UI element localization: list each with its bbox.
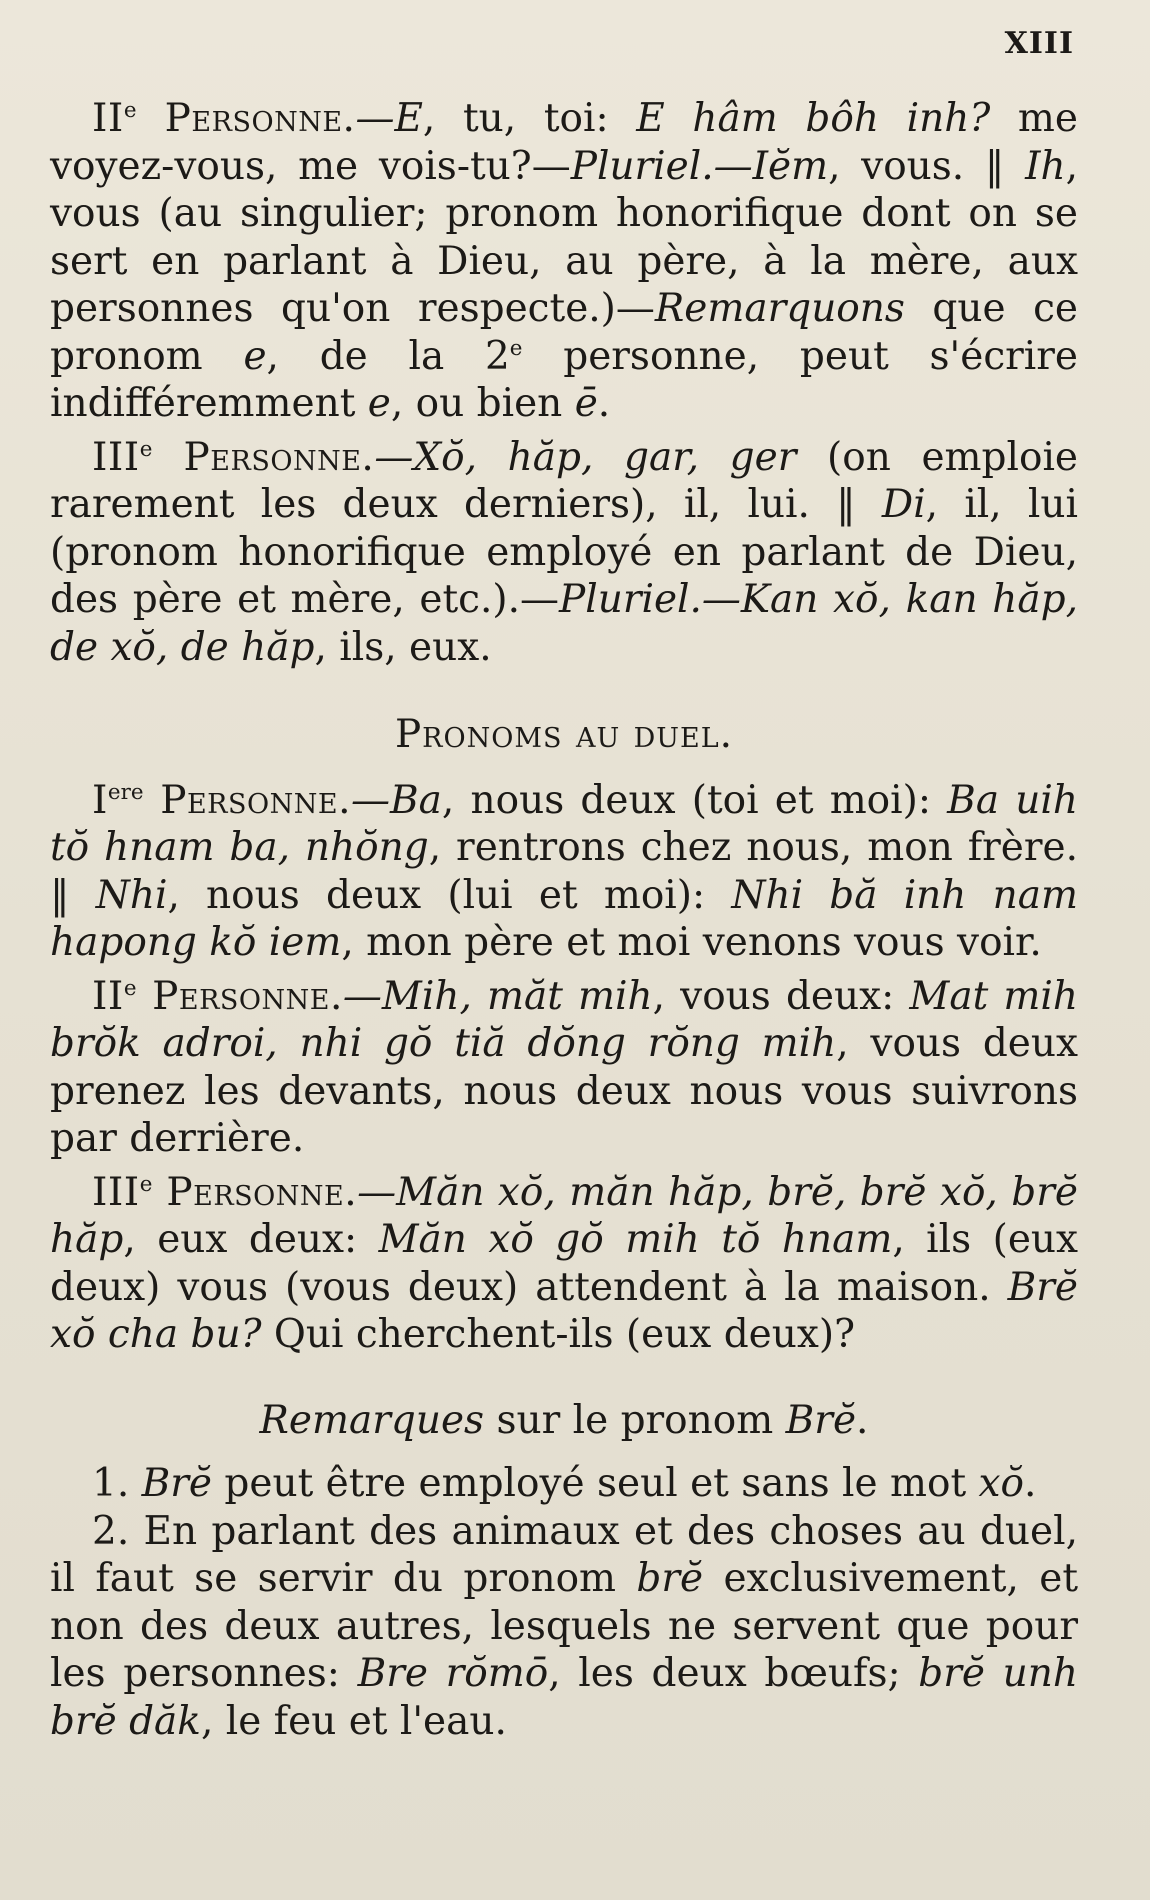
pronoun: ē [574,381,598,426]
example: Măn xŏ gŏ mih tŏ hnam [378,1217,893,1262]
remark-item-1 [50,1460,1078,1508]
example: Nhi bă inh nam hapong kŏ iem [50,872,1078,965]
example: E hâm bôh inh? [636,96,991,141]
plural: Pluriel.—Kan xŏ, kan hăp, de xŏ, de hăp [50,577,1078,670]
person-label: II [92,96,124,141]
pronoun: e [367,381,391,426]
text: , mon père et moi venons vous voir. [341,920,1042,965]
text: . [597,381,611,426]
person-label: I [92,777,108,823]
person-label: II [92,973,124,1019]
paragraph-duel-first-person [50,777,1078,967]
person-title: Personne. [136,973,343,1019]
text: , vous deux prenez les devants, nous deux nous vous suivrons par derrière. [50,1021,1078,1161]
item-number: 1. [92,1461,130,1506]
example: Ba uih tŏ hnam ba, nhŏng [50,777,1078,870]
text: , vous. ‖ [828,143,1026,189]
item-number: 2. [92,1508,130,1554]
person-label: III [92,434,140,480]
text: exclusivement, et non des deux autres, lesquels ne servent que pour les personnes: [50,1556,1078,1696]
pronoun: —Ba [350,777,442,823]
example: Bre rŏmō [357,1651,549,1696]
text: me voyez-vous, me vois-tu?— [50,96,1078,189]
text: , ou bien [390,381,575,426]
pronoun: —E [355,96,423,141]
text: . [856,1397,869,1443]
text: sur le pronom [484,1397,786,1443]
paragraph-duel-third-person [50,1169,1078,1359]
remarks-heading [50,1397,1078,1445]
person-title: Personne. [143,777,351,823]
text: En parlant des animaux et des choses au duel, il faut se servir du pronom [50,1508,1078,1601]
text: peut être employé seul et sans le mot [212,1461,979,1506]
pronoun: Nhi [95,872,168,918]
text: , ils (eux deux) vous (vous deux) attendent à la maison. [50,1217,1079,1310]
pronoun: xŏ [978,1461,1024,1506]
person-title: Personne. [152,1169,358,1215]
text: (on emploie rarement les deux derniers), il, lui. ‖ [50,434,1078,527]
pronoun: —Măn xŏ, măn hăp, brĕ, brĕ xŏ, brĕ hăp [50,1169,1078,1262]
page-body [50,95,1078,1745]
pronoun: —Xŏ, hăp, gar, ger [374,434,797,480]
text: , nous deux (lui et moi): [167,872,732,918]
page-number: XIII [1004,26,1074,61]
text: Qui cherchent-ils (eux deux)? [261,1312,855,1357]
example: Brĕ xŏ cha bu? [50,1264,1078,1357]
pronoun: Di [881,482,926,527]
superscript: e [123,98,137,123]
text: que ce pronom [50,286,1078,379]
example: Mat mih brŏk adroi, nhi gŏ tiă dŏng rŏng mih [50,973,1079,1066]
remark-item-2 [50,1508,1078,1746]
text: , les deux bœufs; [548,1651,919,1696]
remarks-word: Remarques [259,1397,485,1443]
pronoun: Brĕ [785,1397,857,1443]
person-label: III [92,1169,140,1215]
remark-word: Remarquons [654,286,905,331]
text: , ils, eux. [314,624,492,670]
superscript: e [509,335,523,361]
paragraph-second-person [50,95,1078,428]
superscript: e [139,1171,153,1197]
text: , il, lui (pronom honorifique employé en parlant de Dieu, des père et mère, etc.).— [50,482,1078,622]
pronoun: Ih [1025,143,1066,189]
superscript: e [139,436,153,462]
pronoun: e [243,333,267,379]
text: , le feu et l'eau. [200,1698,507,1744]
text: , tu, toi: [422,96,637,141]
text: personne, peut s'écrire indifféremment [50,333,1078,426]
text: , de la 2 [266,333,510,379]
superscript: e [123,975,137,1001]
pronoun: Brĕ [141,1461,213,1506]
text: , eux deux: [123,1217,379,1262]
text: , nous deux (toi et moi): [441,777,948,823]
pronoun: brĕ [636,1556,704,1601]
text: . [1024,1461,1037,1506]
plural: Pluriel.—Iĕm [570,143,829,189]
section-heading: Pronoms au duel. [394,712,734,757]
text: , rentrons chez nous, mon frère. ‖ [50,825,1078,918]
person-title: Personne. [136,96,356,141]
paragraph-third-person [50,434,1078,672]
superscript: ere [107,779,144,805]
paragraph-duel-second-person [50,973,1078,1163]
pronoun: —Mih, măt mih [342,973,653,1019]
text: , vous (au singulier; pronom honorifique dont on se sert en parlant à Dieu, au père, à la mère, aux personnes qu'on respecte.)— [50,143,1078,331]
text: , vous deux: [652,973,910,1019]
person-title: Personne. [152,434,375,480]
example: brĕ unh brĕ dăk [50,1651,1078,1744]
